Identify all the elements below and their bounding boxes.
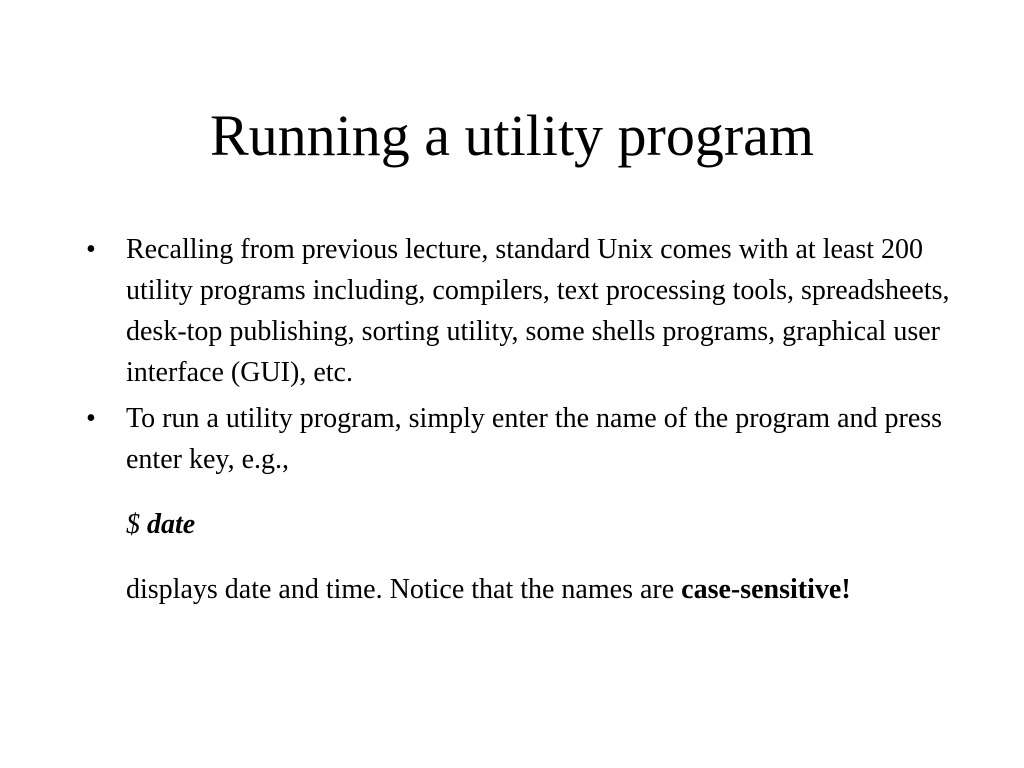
bullet-item-run-utility — [84, 398, 954, 480]
command-name: date — [147, 509, 196, 540]
slide-body — [84, 229, 954, 610]
note-emphasis: case-sensitive! — [681, 574, 851, 605]
shell-prompt: $ — [126, 509, 140, 540]
bullet-text: To run a utility program, simply enter the name of the program and press enter key, e.g., — [126, 403, 943, 475]
bullet-text: Recalling from previous lecture, standard Unix comes with at least 200 utility programs including, compilers, text processing tools, spreadsheets, desk-top publishing, sorting utility, some shells programs, graphical user interface (GUI), etc. — [126, 234, 950, 388]
slide-title: Running a utility program — [209, 103, 815, 168]
bullet-marker: • — [86, 403, 96, 434]
bullet-marker: • — [86, 234, 96, 265]
note-paragraph — [84, 569, 954, 610]
command-example — [84, 504, 954, 545]
bullet-item-unix-utilities — [84, 229, 954, 393]
note-text: displays date and time. Notice that the names are — [126, 574, 682, 605]
